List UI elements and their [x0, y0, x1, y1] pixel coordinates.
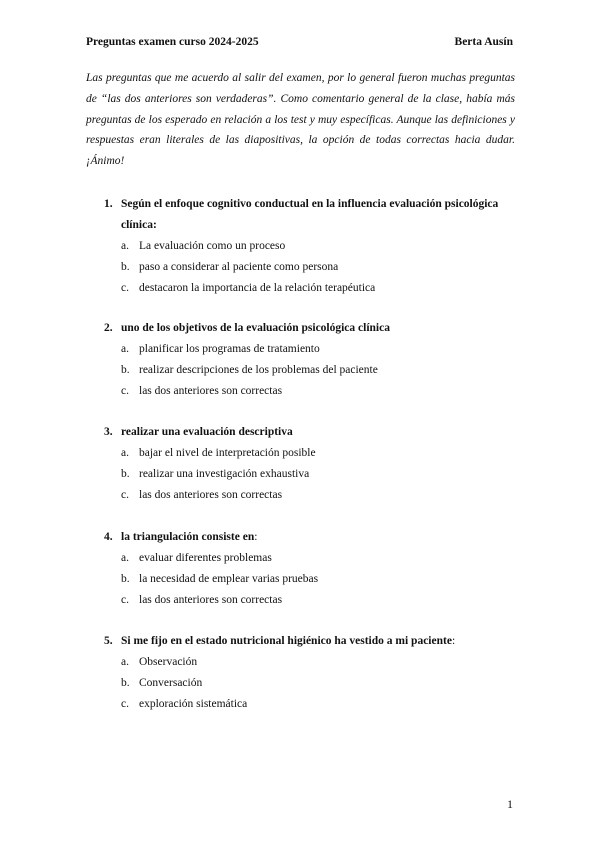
author-name: Berta Ausín	[454, 36, 513, 48]
question-number: 5.	[104, 635, 113, 647]
option-b	[104, 257, 504, 278]
question-number: 4.	[104, 531, 113, 543]
option-letter: b.	[121, 467, 130, 480]
question-number: 1.	[104, 198, 113, 210]
question-title	[104, 631, 504, 652]
option-letter: a.	[121, 552, 129, 564]
question-title	[104, 194, 504, 236]
question-title	[104, 527, 504, 548]
option-text: exploración sistemática	[139, 697, 248, 710]
option-text: Conversación	[139, 676, 203, 689]
question-2	[104, 318, 504, 401]
option-b	[104, 360, 504, 381]
option-text: las dos anteriores son correctas	[139, 593, 283, 606]
question-text: Si me fijo en el estado nutricional higiénico ha vestido a mi paciente	[121, 635, 452, 647]
question-number: 3.	[104, 426, 113, 438]
option-c	[104, 694, 504, 715]
option-c	[104, 485, 504, 506]
option-c	[104, 278, 504, 299]
question-text: realizar una evaluación descriptiva	[121, 426, 293, 438]
question-text: la triangulación consiste en	[121, 531, 255, 543]
option-text: bajar el nivel de interpretación posible	[139, 447, 316, 459]
option-letter: c.	[121, 697, 129, 710]
intro-paragraph: Las preguntas que me acuerdo al salir del examen, por lo general fueron muchas preguntas de “las dos anteriores son verdaderas”. Como comentario general de la clase, había más preguntas de los esperado en relación a los test y muy específicas. Aunque las definiciones y respuestas eran literales de las diapositivas, la opción de todas correctas hacia dudar. ¡Ánimo!	[86, 72, 515, 168]
question-text: Según el enfoque cognitivo conductual en la influencia evaluación psicológica clínica:	[121, 198, 499, 231]
option-letter: a.	[121, 447, 129, 459]
option-text: destacaron la importancia de la relación terapéutica	[139, 281, 376, 294]
option-text: Observación	[139, 656, 198, 668]
document-title: Preguntas examen curso 2024-2025	[86, 36, 259, 48]
option-letter: a.	[121, 343, 129, 355]
option-letter: c.	[121, 488, 129, 501]
option-b	[104, 569, 504, 590]
question-title	[104, 422, 504, 443]
option-c	[104, 590, 504, 611]
question-title	[104, 318, 504, 339]
option-letter: c.	[121, 281, 129, 294]
page-number: 1	[507, 797, 513, 811]
option-letter: a.	[121, 656, 129, 668]
option-text: La evaluación como un proceso	[139, 240, 286, 252]
question-1	[104, 194, 504, 298]
option-letter: a.	[121, 240, 129, 252]
option-letter: b.	[121, 572, 130, 585]
question-suffix: :	[451, 635, 456, 647]
page-header	[86, 36, 513, 52]
question-3	[104, 422, 504, 505]
option-text: realizar una investigación exhaustiva	[139, 467, 310, 480]
option-text: la necesidad de emplear varias pruebas	[139, 572, 319, 585]
option-text: realizar descripciones de los problemas del paciente	[139, 363, 378, 376]
option-text: las dos anteriores son correctas	[139, 384, 283, 397]
question-number: 2.	[104, 322, 113, 334]
option-a	[104, 443, 504, 464]
option-a	[104, 339, 504, 360]
option-letter: b.	[121, 260, 130, 273]
question-5	[104, 631, 504, 714]
option-letter: b.	[121, 363, 130, 376]
option-b	[104, 673, 504, 694]
option-text: las dos anteriores son correctas	[139, 488, 283, 501]
option-letter: c.	[121, 593, 129, 606]
option-b	[104, 464, 504, 485]
option-a	[104, 652, 504, 673]
option-text: paso a considerar al paciente como persona	[139, 260, 339, 273]
question-suffix: :	[254, 531, 258, 543]
option-text: evaluar diferentes problemas	[139, 552, 272, 564]
option-c	[104, 381, 504, 402]
question-4	[104, 527, 504, 610]
option-a	[104, 548, 504, 569]
question-text: uno de los objetivos de la evaluación psicológica clínica	[121, 322, 390, 334]
option-a	[104, 236, 504, 257]
option-letter: c.	[121, 384, 129, 397]
option-letter: b.	[121, 676, 130, 689]
option-text: planificar los programas de tratamiento	[139, 343, 320, 355]
